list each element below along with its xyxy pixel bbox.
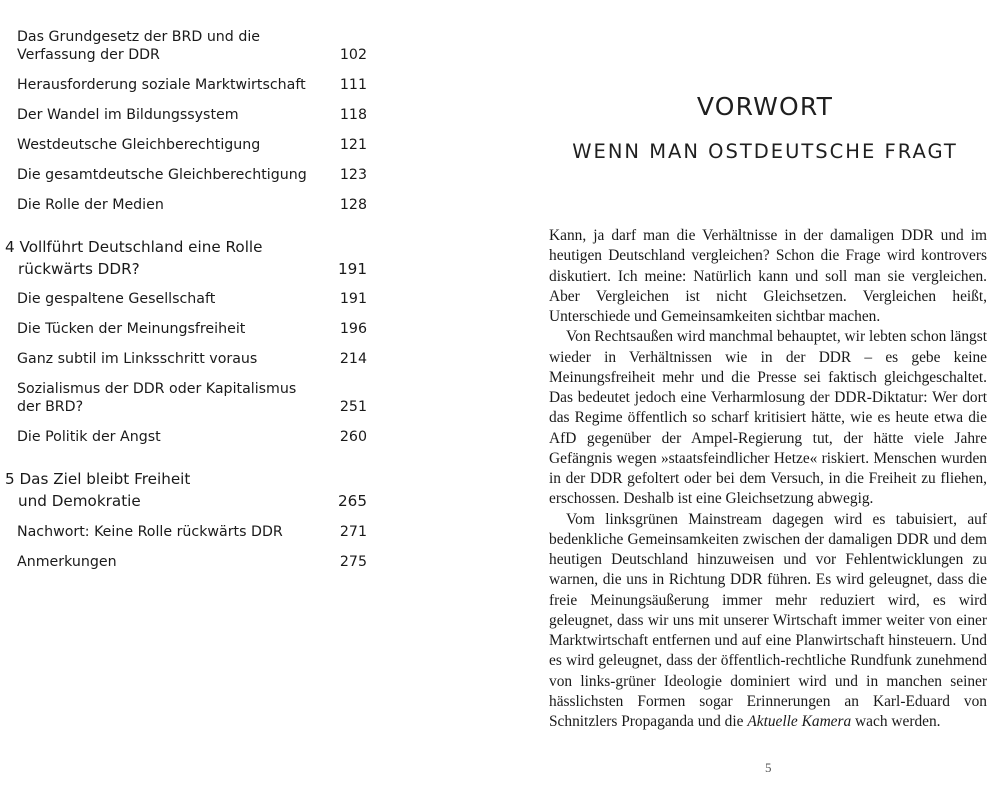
toc-entry-title: Westdeutsche Gleichberechtigung <box>17 137 261 153</box>
foreword-page <box>520 0 1000 800</box>
toc-entry-title: Die gespaltene Gesellschaft <box>17 291 216 307</box>
toc-entry-page: 196 <box>339 321 367 337</box>
toc-entry-page: 121 <box>339 137 367 153</box>
toc-entry-title: Anmerkungen <box>17 554 117 570</box>
toc-chapter-heading <box>5 468 367 512</box>
toc-entry-page: 111 <box>339 77 367 93</box>
chapter-subtitle: WENN MAN OSTDEUTSCHE FRAGT <box>572 140 958 163</box>
toc-chapter-title-continued: rückwärts DDR? <box>18 260 140 278</box>
toc-entry <box>17 553 367 571</box>
toc-entry-page: 251 <box>339 399 367 415</box>
toc-entry <box>17 76 367 94</box>
toc-entry-title: Herausforderung soziale Marktwirtschaft <box>17 77 306 93</box>
toc-entry-page: 128 <box>339 197 367 213</box>
toc-entry <box>17 136 367 154</box>
toc-entry-page: 118 <box>339 107 367 123</box>
toc-entry-page: 123 <box>339 167 367 183</box>
toc-entry <box>17 428 367 446</box>
paragraph: Kann, ja darf man die Verhältnisse in der damaligen DDR und im heutigen Deutschland vergleichen? Schon die Frage wird kontrovers diskutiert. Ich meine: Natürlich kann und soll man sie vergleichen. Aber Vergleichen ist nicht Gleichsetzen. Vergleichen heißt, Unterschiede und Gemeinsamkeiten sichtbar machen. <box>549 227 987 325</box>
toc-entry <box>17 523 367 541</box>
paragraph-text: Vom linksgrünen Mainstream dagegen wird es tabuisiert, auf bedenkliche Gemeinsamkeiten zwischen der damaligen DDR und dem heutigen Deutschland hinzuweisen und vor Fehlentwicklungen zu warnen, die uns in Richtung DDR führen. Es wird geleugnet, dass die freie Meinungsäußerung immer mehr reduziert wird, es wird geleugnet, dass wir uns mit unserer Wirtschaft immer weiter von einer Marktwirtschaft entfernen und auf eine Planwirtschaft hinsteuern. Und es wird geleugnet, dass der öffentlich-rechtliche Rundfunk zunehmend von links-grüner Ideologie dominiert wird und in manchen seiner hässlichsten Formen sogar Erinnerungen an Karl-Eduard von Schnitzlers Propaganda und die <box>549 510 987 730</box>
paragraph-closing: wach werden. <box>851 713 941 730</box>
toc-chapter-title: 5 Das Ziel bleibt Freiheit <box>5 470 191 488</box>
toc-chapter-title-continued: und Demokratie <box>18 492 141 510</box>
paragraph <box>549 510 987 733</box>
toc-entry-title: Das Grundgesetz der BRD und die Verfassung der DDR <box>17 29 260 63</box>
toc-chapter-page: 265 <box>338 492 367 510</box>
toc-entry <box>17 106 367 124</box>
toc-entry-title: Sozialismus der DDR oder Kapitalismus der BRD? <box>17 381 297 415</box>
body-text <box>549 226 987 732</box>
page-number: 5 <box>765 760 772 775</box>
toc-entry-title: Die gesamtdeutsche Gleichberechtigung <box>17 167 307 183</box>
toc-entry <box>17 166 367 184</box>
toc-entry-page: 102 <box>339 47 367 63</box>
toc-entry <box>17 350 367 368</box>
toc-entry-page: 191 <box>339 291 367 307</box>
toc-entry-title: Die Tücken der Meinungsfreiheit <box>17 321 246 337</box>
toc-chapter-heading <box>5 236 367 280</box>
toc-entry-page: 271 <box>339 524 367 540</box>
toc-entry-page: 260 <box>339 429 367 445</box>
toc-entry-title: Der Wandel im Bildungssystem <box>17 107 239 123</box>
toc-entry-title: Die Politik der Angst <box>17 429 161 445</box>
toc-entry <box>17 380 367 416</box>
toc-page <box>0 0 390 800</box>
toc-chapter-page: 191 <box>338 260 367 278</box>
toc-entry-page: 275 <box>339 554 367 570</box>
toc-entry <box>17 290 367 308</box>
toc-entry <box>17 320 367 338</box>
toc-entry-title: Nachwort: Keine Rolle rückwärts DDR <box>17 524 283 540</box>
toc-chapter-title: 4 Vollführt Deutschland eine Rolle <box>5 238 263 256</box>
chapter-title: VORWORT <box>696 92 834 121</box>
toc-entry <box>17 196 367 214</box>
toc-entry <box>17 28 367 64</box>
toc-entry-page: 214 <box>339 351 367 367</box>
paragraph: Von Rechtsaußen wird manchmal behauptet, wir lebten schon längst wieder in Verhältnissen wie in der DDR – es gebe keine Meinungsfreiheit mehr und die Presse sei faktisch gleichgeschaltet. Das bedeutet jedoch eine Verharmlosung der DDR-Diktatur: Wer dort das Regime öffentlich so scharf kritisiert hätte, wie es heute etwa die AfD gegenüber der Ampel-Regierung tut, der hätte viele Jahre Gefängnis wegen »staatsfeindlicher Hetze« riskiert. Menschen wurden in der DDR gefoltert oder bei dem Versuch, in die Freiheit zu fliehen, erschossen. Deshalb ist eine Gleichsetzung abwegig. <box>549 328 987 508</box>
toc-entry-title: Ganz subtil im Linksschritt voraus <box>17 351 258 367</box>
toc-entry-title: Die Rolle der Medien <box>17 197 164 213</box>
italic-title: Aktuelle Kamera <box>747 713 852 730</box>
